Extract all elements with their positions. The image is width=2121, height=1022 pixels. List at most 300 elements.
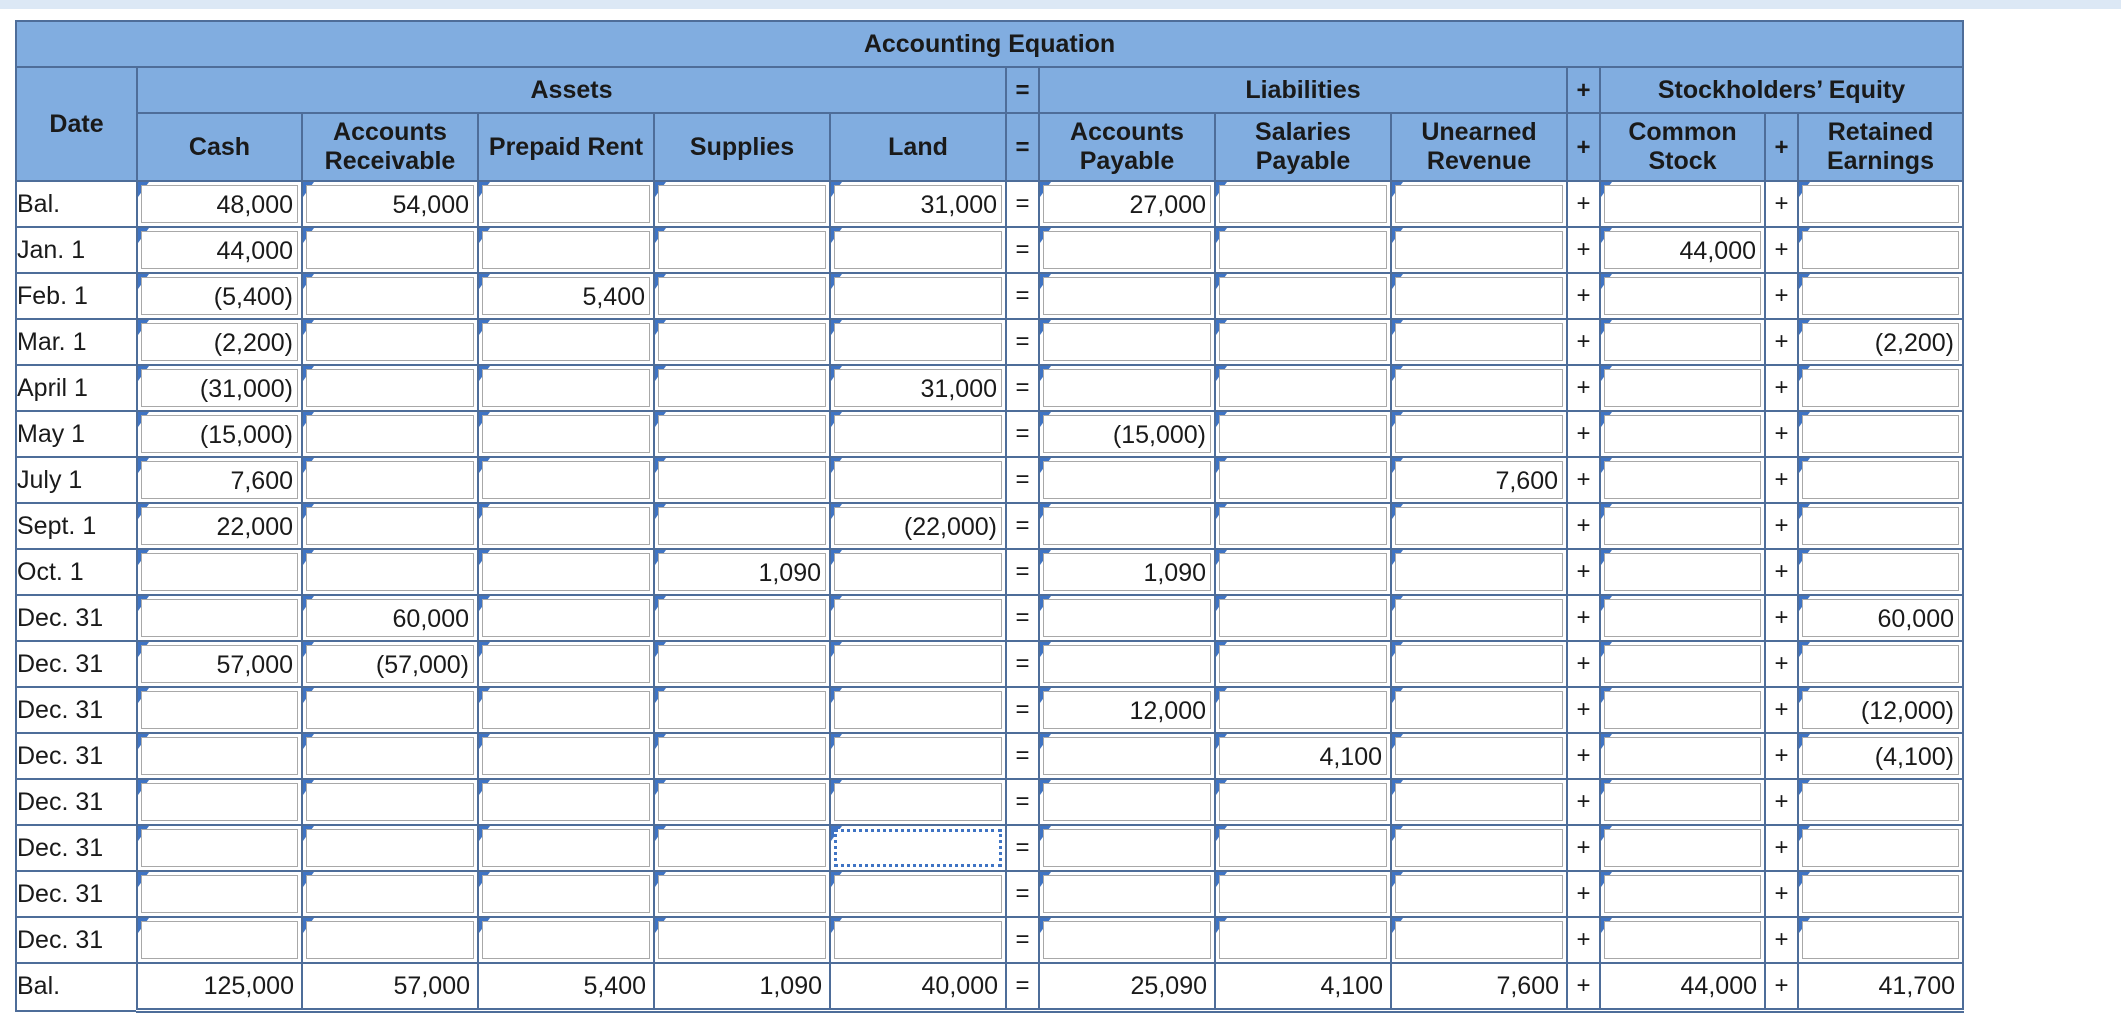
common-stock-input[interactable] xyxy=(1604,553,1761,591)
accounts-payable-cell[interactable] xyxy=(1039,733,1215,779)
salaries-payable-input[interactable] xyxy=(1219,185,1387,223)
retained-earnings-input[interactable] xyxy=(1802,645,1959,683)
land-cell[interactable] xyxy=(830,733,1006,779)
cash-input[interactable] xyxy=(141,783,298,821)
supplies-cell[interactable] xyxy=(654,641,830,687)
unearned-revenue-cell[interactable] xyxy=(1391,181,1567,227)
accounts-payable-cell[interactable] xyxy=(1039,687,1215,733)
prepaid-rent-input[interactable] xyxy=(482,829,650,867)
supplies-input[interactable] xyxy=(658,645,826,683)
cash-input[interactable] xyxy=(141,553,298,591)
unearned-revenue-cell[interactable] xyxy=(1391,825,1567,871)
accounts-payable-input[interactable] xyxy=(1043,277,1211,315)
salaries-payable-input[interactable] xyxy=(1219,829,1387,867)
unearned-revenue-cell[interactable] xyxy=(1391,411,1567,457)
accounts-receivable-input[interactable] xyxy=(306,323,474,361)
accounts-payable-cell[interactable] xyxy=(1039,319,1215,365)
cash-input[interactable]: (15,000) xyxy=(141,415,298,453)
unearned-revenue-cell[interactable] xyxy=(1391,779,1567,825)
common-stock-cell[interactable] xyxy=(1600,181,1765,227)
prepaid-rent-cell[interactable] xyxy=(478,779,654,825)
land-cell[interactable] xyxy=(830,273,1006,319)
supplies-input[interactable] xyxy=(658,875,826,913)
cash-input[interactable]: (5,400) xyxy=(141,277,298,315)
common-stock-cell[interactable] xyxy=(1600,457,1765,503)
land-cell[interactable] xyxy=(830,227,1006,273)
accounts-receivable-cell[interactable] xyxy=(302,319,478,365)
common-stock-cell[interactable] xyxy=(1600,411,1765,457)
common-stock-input[interactable] xyxy=(1604,921,1761,959)
accounts-payable-input[interactable] xyxy=(1043,231,1211,269)
accounts-payable-cell[interactable] xyxy=(1039,825,1215,871)
unearned-revenue-input[interactable] xyxy=(1395,507,1563,545)
retained-earnings-input[interactable] xyxy=(1802,415,1959,453)
retained-earnings-input[interactable] xyxy=(1802,277,1959,315)
common-stock-input[interactable] xyxy=(1604,507,1761,545)
cash-input[interactable]: 48,000 xyxy=(141,185,298,223)
accounts-receivable-cell[interactable] xyxy=(302,227,478,273)
unearned-revenue-input[interactable] xyxy=(1395,415,1563,453)
retained-earnings-input[interactable] xyxy=(1802,461,1959,499)
cash-cell[interactable] xyxy=(137,457,302,503)
land-cell[interactable] xyxy=(830,641,1006,687)
supplies-cell[interactable] xyxy=(654,549,830,595)
common-stock-cell[interactable] xyxy=(1600,687,1765,733)
accounts-receivable-input[interactable] xyxy=(306,277,474,315)
prepaid-rent-cell[interactable] xyxy=(478,457,654,503)
land-cell[interactable] xyxy=(830,825,1006,871)
common-stock-input[interactable]: 44,000 xyxy=(1604,231,1761,269)
prepaid-rent-cell[interactable] xyxy=(478,319,654,365)
accounts-payable-input[interactable] xyxy=(1043,323,1211,361)
cash-input[interactable]: 57,000 xyxy=(141,645,298,683)
accounts-payable-cell[interactable] xyxy=(1039,595,1215,641)
retained-earnings-cell[interactable] xyxy=(1798,181,1963,227)
common-stock-input[interactable] xyxy=(1604,829,1761,867)
prepaid-rent-input[interactable] xyxy=(482,507,650,545)
cash-cell[interactable] xyxy=(137,687,302,733)
cash-cell[interactable] xyxy=(137,779,302,825)
accounts-payable-input[interactable] xyxy=(1043,507,1211,545)
accounts-receivable-input[interactable] xyxy=(306,737,474,775)
accounts-payable-cell[interactable] xyxy=(1039,503,1215,549)
accounts-receivable-input[interactable] xyxy=(306,369,474,407)
accounts-receivable-input[interactable] xyxy=(306,415,474,453)
salaries-payable-input[interactable] xyxy=(1219,599,1387,637)
unearned-revenue-input[interactable] xyxy=(1395,369,1563,407)
retained-earnings-cell[interactable] xyxy=(1798,733,1963,779)
supplies-input[interactable]: 1,090 xyxy=(658,553,826,591)
common-stock-input[interactable] xyxy=(1604,645,1761,683)
retained-earnings-cell[interactable] xyxy=(1798,365,1963,411)
common-stock-input[interactable] xyxy=(1604,875,1761,913)
salaries-payable-input[interactable] xyxy=(1219,553,1387,591)
accounts-payable-input[interactable] xyxy=(1043,737,1211,775)
land-input[interactable]: 31,000 xyxy=(834,369,1002,407)
accounts-receivable-cell[interactable] xyxy=(302,503,478,549)
unearned-revenue-cell[interactable] xyxy=(1391,641,1567,687)
retained-earnings-cell[interactable] xyxy=(1798,319,1963,365)
supplies-input[interactable] xyxy=(658,599,826,637)
prepaid-rent-cell[interactable] xyxy=(478,365,654,411)
cash-cell[interactable] xyxy=(137,503,302,549)
prepaid-rent-cell[interactable] xyxy=(478,549,654,595)
salaries-payable-cell[interactable] xyxy=(1215,411,1391,457)
cash-input[interactable] xyxy=(141,599,298,637)
salaries-payable-input[interactable] xyxy=(1219,783,1387,821)
salaries-payable-cell[interactable] xyxy=(1215,825,1391,871)
prepaid-rent-input[interactable] xyxy=(482,737,650,775)
unearned-revenue-input[interactable] xyxy=(1395,875,1563,913)
retained-earnings-cell[interactable] xyxy=(1798,871,1963,917)
common-stock-input[interactable] xyxy=(1604,323,1761,361)
accounts-payable-cell[interactable] xyxy=(1039,411,1215,457)
supplies-cell[interactable] xyxy=(654,457,830,503)
retained-earnings-input[interactable] xyxy=(1802,369,1959,407)
accounts-payable-cell[interactable] xyxy=(1039,273,1215,319)
accounts-payable-input[interactable] xyxy=(1043,599,1211,637)
common-stock-input[interactable] xyxy=(1604,369,1761,407)
unearned-revenue-cell[interactable] xyxy=(1391,687,1567,733)
accounts-receivable-input[interactable] xyxy=(306,461,474,499)
accounts-payable-input[interactable] xyxy=(1043,369,1211,407)
cash-input[interactable]: (2,200) xyxy=(141,323,298,361)
common-stock-cell[interactable] xyxy=(1600,319,1765,365)
salaries-payable-input[interactable] xyxy=(1219,507,1387,545)
prepaid-rent-cell[interactable] xyxy=(478,825,654,871)
supplies-input[interactable] xyxy=(658,369,826,407)
retained-earnings-cell[interactable] xyxy=(1798,411,1963,457)
accounts-receivable-input[interactable] xyxy=(306,875,474,913)
land-input[interactable] xyxy=(834,461,1002,499)
supplies-cell[interactable] xyxy=(654,411,830,457)
retained-earnings-cell[interactable] xyxy=(1798,779,1963,825)
accounts-receivable-input[interactable] xyxy=(306,231,474,269)
salaries-payable-cell[interactable] xyxy=(1215,457,1391,503)
salaries-payable-input[interactable] xyxy=(1219,461,1387,499)
supplies-input[interactable] xyxy=(658,921,826,959)
accounts-receivable-cell[interactable] xyxy=(302,641,478,687)
retained-earnings-cell[interactable] xyxy=(1798,595,1963,641)
accounts-receivable-input[interactable]: 60,000 xyxy=(306,599,474,637)
accounts-receivable-cell[interactable] xyxy=(302,687,478,733)
supplies-input[interactable] xyxy=(658,507,826,545)
retained-earnings-cell[interactable] xyxy=(1798,503,1963,549)
prepaid-rent-input[interactable] xyxy=(482,921,650,959)
cash-input[interactable] xyxy=(141,875,298,913)
common-stock-input[interactable] xyxy=(1604,783,1761,821)
supplies-cell[interactable] xyxy=(654,503,830,549)
salaries-payable-input[interactable] xyxy=(1219,369,1387,407)
unearned-revenue-cell[interactable] xyxy=(1391,871,1567,917)
prepaid-rent-cell[interactable] xyxy=(478,733,654,779)
cash-input[interactable] xyxy=(141,921,298,959)
prepaid-rent-input[interactable] xyxy=(482,185,650,223)
accounts-receivable-input[interactable] xyxy=(306,829,474,867)
unearned-revenue-input[interactable] xyxy=(1395,231,1563,269)
accounts-receivable-cell[interactable] xyxy=(302,365,478,411)
supplies-input[interactable] xyxy=(658,323,826,361)
unearned-revenue-cell[interactable] xyxy=(1391,917,1567,963)
unearned-revenue-input[interactable] xyxy=(1395,553,1563,591)
supplies-cell[interactable] xyxy=(654,227,830,273)
land-cell[interactable] xyxy=(830,181,1006,227)
retained-earnings-input[interactable] xyxy=(1802,829,1959,867)
prepaid-rent-input[interactable] xyxy=(482,323,650,361)
retained-earnings-input[interactable] xyxy=(1802,783,1959,821)
prepaid-rent-cell[interactable] xyxy=(478,503,654,549)
supplies-input[interactable] xyxy=(658,461,826,499)
accounts-receivable-cell[interactable] xyxy=(302,595,478,641)
accounts-payable-input[interactable]: (15,000) xyxy=(1043,415,1211,453)
common-stock-cell[interactable] xyxy=(1600,733,1765,779)
cash-cell[interactable] xyxy=(137,181,302,227)
prepaid-rent-cell[interactable] xyxy=(478,871,654,917)
cash-input[interactable]: 44,000 xyxy=(141,231,298,269)
land-cell[interactable] xyxy=(830,319,1006,365)
accounts-payable-cell[interactable] xyxy=(1039,181,1215,227)
unearned-revenue-input[interactable] xyxy=(1395,277,1563,315)
land-input[interactable]: (22,000) xyxy=(834,507,1002,545)
salaries-payable-cell[interactable] xyxy=(1215,503,1391,549)
salaries-payable-input[interactable] xyxy=(1219,323,1387,361)
prepaid-rent-cell[interactable] xyxy=(478,411,654,457)
salaries-payable-cell[interactable] xyxy=(1215,319,1391,365)
salaries-payable-input[interactable] xyxy=(1219,645,1387,683)
cash-cell[interactable] xyxy=(137,549,302,595)
cash-input[interactable]: 22,000 xyxy=(141,507,298,545)
common-stock-cell[interactable] xyxy=(1600,917,1765,963)
common-stock-cell[interactable] xyxy=(1600,227,1765,273)
accounts-receivable-cell[interactable] xyxy=(302,457,478,503)
supplies-cell[interactable] xyxy=(654,779,830,825)
land-input[interactable] xyxy=(834,737,1002,775)
common-stock-input[interactable] xyxy=(1604,599,1761,637)
retained-earnings-cell[interactable] xyxy=(1798,917,1963,963)
accounts-receivable-cell[interactable] xyxy=(302,917,478,963)
retained-earnings-cell[interactable] xyxy=(1798,549,1963,595)
salaries-payable-cell[interactable] xyxy=(1215,595,1391,641)
land-cell[interactable] xyxy=(830,503,1006,549)
supplies-input[interactable] xyxy=(658,277,826,315)
supplies-input[interactable] xyxy=(658,783,826,821)
cash-cell[interactable] xyxy=(137,641,302,687)
accounts-receivable-input[interactable] xyxy=(306,921,474,959)
land-input[interactable]: 31,000 xyxy=(834,185,1002,223)
cash-cell[interactable] xyxy=(137,273,302,319)
unearned-revenue-cell[interactable] xyxy=(1391,549,1567,595)
unearned-revenue-input[interactable] xyxy=(1395,783,1563,821)
prepaid-rent-cell[interactable] xyxy=(478,595,654,641)
salaries-payable-input[interactable] xyxy=(1219,231,1387,269)
prepaid-rent-cell[interactable] xyxy=(478,641,654,687)
land-cell[interactable] xyxy=(830,687,1006,733)
retained-earnings-cell[interactable] xyxy=(1798,457,1963,503)
retained-earnings-input[interactable] xyxy=(1802,231,1959,269)
supplies-cell[interactable] xyxy=(654,687,830,733)
supplies-cell[interactable] xyxy=(654,365,830,411)
unearned-revenue-cell[interactable] xyxy=(1391,227,1567,273)
cash-cell[interactable] xyxy=(137,917,302,963)
supplies-cell[interactable] xyxy=(654,871,830,917)
common-stock-input[interactable] xyxy=(1604,277,1761,315)
accounts-receivable-input[interactable] xyxy=(306,691,474,729)
accounts-receivable-input[interactable] xyxy=(306,783,474,821)
land-cell[interactable] xyxy=(830,411,1006,457)
salaries-payable-cell[interactable] xyxy=(1215,227,1391,273)
unearned-revenue-input[interactable] xyxy=(1395,921,1563,959)
retained-earnings-cell[interactable] xyxy=(1798,641,1963,687)
unearned-revenue-input[interactable] xyxy=(1395,691,1563,729)
supplies-cell[interactable] xyxy=(654,595,830,641)
cash-cell[interactable] xyxy=(137,871,302,917)
cash-cell[interactable] xyxy=(137,411,302,457)
land-cell[interactable] xyxy=(830,871,1006,917)
prepaid-rent-input[interactable] xyxy=(482,553,650,591)
accounts-payable-cell[interactable] xyxy=(1039,457,1215,503)
retained-earnings-input[interactable] xyxy=(1802,553,1959,591)
cash-input[interactable]: 7,600 xyxy=(141,461,298,499)
retained-earnings-input[interactable] xyxy=(1802,507,1959,545)
salaries-payable-cell[interactable] xyxy=(1215,365,1391,411)
prepaid-rent-cell[interactable] xyxy=(478,917,654,963)
accounts-payable-input[interactable] xyxy=(1043,829,1211,867)
retained-earnings-input[interactable]: (12,000) xyxy=(1802,691,1959,729)
common-stock-cell[interactable] xyxy=(1600,595,1765,641)
accounts-payable-cell[interactable] xyxy=(1039,917,1215,963)
supplies-cell[interactable] xyxy=(654,825,830,871)
unearned-revenue-cell[interactable] xyxy=(1391,457,1567,503)
accounts-payable-input[interactable] xyxy=(1043,645,1211,683)
prepaid-rent-input[interactable] xyxy=(482,783,650,821)
salaries-payable-input[interactable] xyxy=(1219,691,1387,729)
supplies-input[interactable] xyxy=(658,737,826,775)
accounts-payable-input[interactable] xyxy=(1043,921,1211,959)
prepaid-rent-input[interactable] xyxy=(482,415,650,453)
accounts-receivable-cell[interactable] xyxy=(302,273,478,319)
prepaid-rent-input[interactable] xyxy=(482,645,650,683)
cash-cell[interactable] xyxy=(137,227,302,273)
retained-earnings-input[interactable] xyxy=(1802,875,1959,913)
prepaid-rent-cell[interactable] xyxy=(478,687,654,733)
accounts-payable-input[interactable] xyxy=(1043,783,1211,821)
supplies-input[interactable] xyxy=(658,231,826,269)
common-stock-input[interactable] xyxy=(1604,185,1761,223)
cash-cell[interactable] xyxy=(137,733,302,779)
prepaid-rent-cell[interactable] xyxy=(478,181,654,227)
salaries-payable-cell[interactable] xyxy=(1215,641,1391,687)
accounts-receivable-cell[interactable] xyxy=(302,825,478,871)
salaries-payable-cell[interactable] xyxy=(1215,779,1391,825)
unearned-revenue-input[interactable] xyxy=(1395,599,1563,637)
land-input[interactable] xyxy=(834,691,1002,729)
unearned-revenue-cell[interactable] xyxy=(1391,733,1567,779)
prepaid-rent-input[interactable] xyxy=(482,369,650,407)
supplies-input[interactable] xyxy=(658,185,826,223)
prepaid-rent-input[interactable]: 5,400 xyxy=(482,277,650,315)
common-stock-input[interactable] xyxy=(1604,737,1761,775)
prepaid-rent-cell[interactable] xyxy=(478,273,654,319)
unearned-revenue-input[interactable] xyxy=(1395,829,1563,867)
accounts-payable-input[interactable] xyxy=(1043,461,1211,499)
salaries-payable-input[interactable] xyxy=(1219,875,1387,913)
salaries-payable-input[interactable] xyxy=(1219,415,1387,453)
land-input[interactable] xyxy=(834,875,1002,913)
supplies-input[interactable] xyxy=(658,415,826,453)
accounts-payable-cell[interactable] xyxy=(1039,871,1215,917)
salaries-payable-input[interactable] xyxy=(1219,921,1387,959)
retained-earnings-input[interactable]: (2,200) xyxy=(1802,323,1959,361)
land-input[interactable] xyxy=(834,323,1002,361)
accounts-payable-cell[interactable] xyxy=(1039,549,1215,595)
cash-cell[interactable] xyxy=(137,319,302,365)
accounts-receivable-cell[interactable] xyxy=(302,549,478,595)
common-stock-cell[interactable] xyxy=(1600,365,1765,411)
prepaid-rent-input[interactable] xyxy=(482,599,650,637)
land-cell[interactable] xyxy=(830,595,1006,641)
common-stock-input[interactable] xyxy=(1604,415,1761,453)
land-cell[interactable] xyxy=(830,457,1006,503)
land-cell[interactable] xyxy=(830,365,1006,411)
unearned-revenue-cell[interactable] xyxy=(1391,365,1567,411)
common-stock-cell[interactable] xyxy=(1600,641,1765,687)
common-stock-cell[interactable] xyxy=(1600,779,1765,825)
common-stock-cell[interactable] xyxy=(1600,825,1765,871)
common-stock-input[interactable] xyxy=(1604,461,1761,499)
land-input[interactable] xyxy=(834,599,1002,637)
supplies-input[interactable] xyxy=(658,829,826,867)
common-stock-cell[interactable] xyxy=(1600,503,1765,549)
retained-earnings-cell[interactable] xyxy=(1798,687,1963,733)
land-cell[interactable] xyxy=(830,917,1006,963)
common-stock-cell[interactable] xyxy=(1600,549,1765,595)
accounts-payable-cell[interactable] xyxy=(1039,365,1215,411)
prepaid-rent-cell[interactable] xyxy=(478,227,654,273)
retained-earnings-input[interactable]: 60,000 xyxy=(1802,599,1959,637)
cash-input[interactable]: (31,000) xyxy=(141,369,298,407)
salaries-payable-cell[interactable] xyxy=(1215,871,1391,917)
salaries-payable-cell[interactable] xyxy=(1215,273,1391,319)
land-input[interactable] xyxy=(834,231,1002,269)
unearned-revenue-input[interactable] xyxy=(1395,323,1563,361)
accounts-payable-cell[interactable] xyxy=(1039,641,1215,687)
salaries-payable-cell[interactable] xyxy=(1215,917,1391,963)
accounts-payable-input[interactable]: 1,090 xyxy=(1043,553,1211,591)
prepaid-rent-input[interactable] xyxy=(482,691,650,729)
accounts-receivable-input[interactable]: 54,000 xyxy=(306,185,474,223)
prepaid-rent-input[interactable] xyxy=(482,875,650,913)
supplies-cell[interactable] xyxy=(654,733,830,779)
cash-input[interactable] xyxy=(141,829,298,867)
common-stock-input[interactable] xyxy=(1604,691,1761,729)
supplies-input[interactable] xyxy=(658,691,826,729)
supplies-cell[interactable] xyxy=(654,917,830,963)
unearned-revenue-input[interactable]: 7,600 xyxy=(1395,461,1563,499)
salaries-payable-cell[interactable] xyxy=(1215,549,1391,595)
land-cell[interactable] xyxy=(830,549,1006,595)
accounts-payable-cell[interactable] xyxy=(1039,779,1215,825)
land-input[interactable] xyxy=(834,829,1002,867)
cash-input[interactable] xyxy=(141,691,298,729)
salaries-payable-cell[interactable] xyxy=(1215,181,1391,227)
salaries-payable-cell[interactable] xyxy=(1215,733,1391,779)
land-input[interactable] xyxy=(834,415,1002,453)
land-input[interactable] xyxy=(834,553,1002,591)
land-input[interactable] xyxy=(834,783,1002,821)
prepaid-rent-input[interactable] xyxy=(482,231,650,269)
supplies-cell[interactable] xyxy=(654,319,830,365)
prepaid-rent-input[interactable] xyxy=(482,461,650,499)
